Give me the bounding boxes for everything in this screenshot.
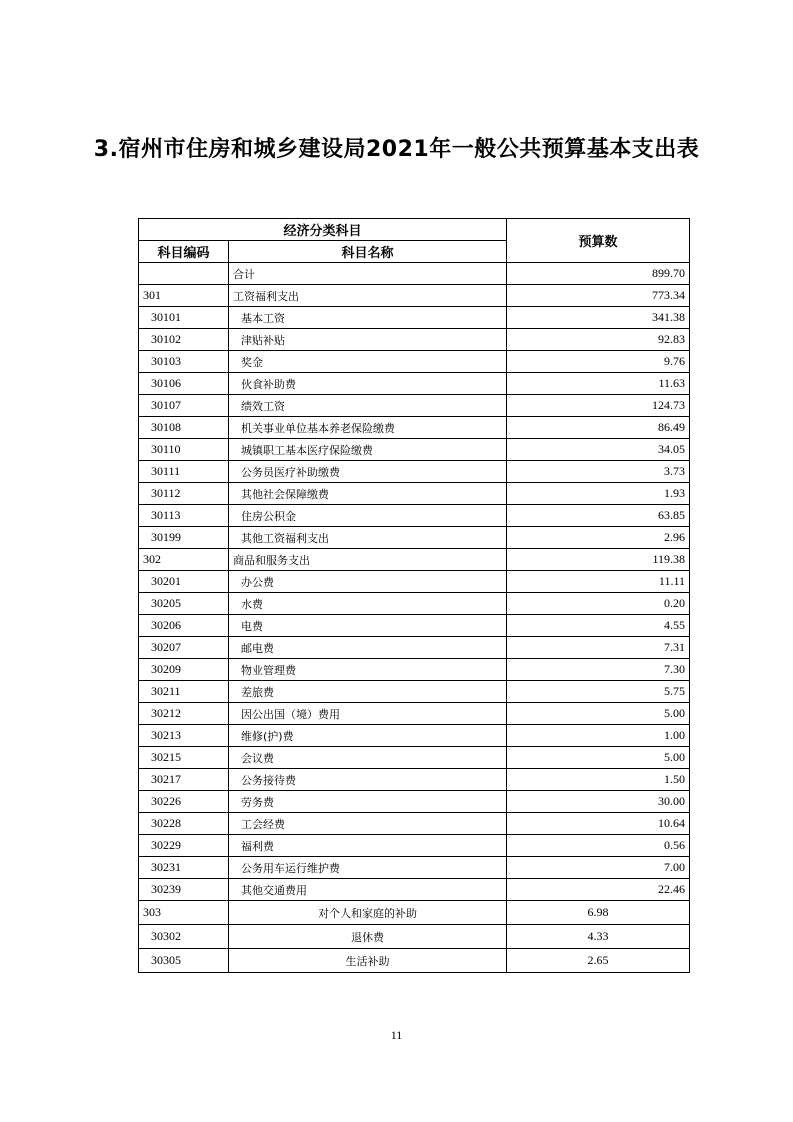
- row-amount: 2.96: [507, 527, 690, 549]
- row-amount: 30.00: [507, 791, 690, 813]
- row-name: 电费: [229, 615, 507, 637]
- row-code: 30199: [139, 527, 229, 549]
- table-row: [139, 659, 690, 681]
- row-code: 30111: [139, 461, 229, 483]
- row-code: 30209: [139, 659, 229, 681]
- table-row: [139, 615, 690, 637]
- header-subject-name: 科目名称: [229, 241, 507, 263]
- row-name: 基本工资: [229, 307, 507, 329]
- row-name: 其他社会保障缴费: [229, 483, 507, 505]
- table-row: [139, 857, 690, 879]
- row-amount: 4.55: [507, 615, 690, 637]
- table-row: [139, 439, 690, 461]
- row-code: 30239: [139, 879, 229, 901]
- row-name: 生活补助: [229, 949, 507, 973]
- table-row: [139, 813, 690, 835]
- row-amount: 7.31: [507, 637, 690, 659]
- row-name: 退休费: [229, 925, 507, 949]
- row-amount: 5.00: [507, 747, 690, 769]
- row-name: 机关事业单位基本养老保险缴费: [229, 417, 507, 439]
- row-name: 邮电费: [229, 637, 507, 659]
- table-row: [139, 725, 690, 747]
- table-row: [139, 925, 690, 949]
- table-row: [139, 505, 690, 527]
- row-code: 30106: [139, 373, 229, 395]
- row-name: 公务接待费: [229, 769, 507, 791]
- table-row: [139, 483, 690, 505]
- row-amount: 1.93: [507, 483, 690, 505]
- table-row: [139, 549, 690, 571]
- table-row: [139, 593, 690, 615]
- row-name: 因公出国（境）费用: [229, 703, 507, 725]
- table-row: [139, 879, 690, 901]
- table-row: [139, 395, 690, 417]
- row-code: 30205: [139, 593, 229, 615]
- row-amount: 5.75: [507, 681, 690, 703]
- row-amount: 0.56: [507, 835, 690, 857]
- table-row: [139, 637, 690, 659]
- row-amount: 2.65: [507, 949, 690, 973]
- row-name: 奖金: [229, 351, 507, 373]
- row-name: 其他交通费用: [229, 879, 507, 901]
- row-code: 30108: [139, 417, 229, 439]
- row-name: 办公费: [229, 571, 507, 593]
- row-code: 30215: [139, 747, 229, 769]
- row-amount: 11.11: [507, 571, 690, 593]
- row-amount: 5.00: [507, 703, 690, 725]
- row-name: 物业管理费: [229, 659, 507, 681]
- row-name: 对个人和家庭的补助: [229, 901, 507, 925]
- row-amount: 1.00: [507, 725, 690, 747]
- page-number: 11: [390, 1028, 403, 1042]
- row-code: 30107: [139, 395, 229, 417]
- table-row: [139, 307, 690, 329]
- header-subject-code: 科目编码: [139, 241, 229, 263]
- row-code: 30207: [139, 637, 229, 659]
- header-budget-amount: 预算数: [507, 219, 690, 263]
- table-row: [139, 769, 690, 791]
- row-name: 津贴补贴: [229, 329, 507, 351]
- row-amount: 3.73: [507, 461, 690, 483]
- row-amount: 11.63: [507, 373, 690, 395]
- row-name: 差旅费: [229, 681, 507, 703]
- table-row: [139, 791, 690, 813]
- table-row: [139, 901, 690, 925]
- row-amount: 22.46: [507, 879, 690, 901]
- row-code: 30112: [139, 483, 229, 505]
- row-code: 30206: [139, 615, 229, 637]
- row-code: 30226: [139, 791, 229, 813]
- row-code: 30103: [139, 351, 229, 373]
- row-amount: 4.33: [507, 925, 690, 949]
- row-code: 303: [139, 901, 229, 925]
- row-code: 30113: [139, 505, 229, 527]
- row-amount: 92.83: [507, 329, 690, 351]
- row-code: 30201: [139, 571, 229, 593]
- header-economic-classification: 经济分类科目: [139, 219, 507, 241]
- budget-table: [138, 218, 690, 973]
- row-amount: 1.50: [507, 769, 690, 791]
- table-row: [139, 681, 690, 703]
- table-row: [139, 285, 690, 307]
- row-amount: 10.64: [507, 813, 690, 835]
- table-row: [139, 527, 690, 549]
- row-name: 伙食补助费: [229, 373, 507, 395]
- row-code: 30213: [139, 725, 229, 747]
- total-amount: 899.70: [507, 263, 690, 285]
- row-name: 水费: [229, 593, 507, 615]
- row-name: 住房公积金: [229, 505, 507, 527]
- row-code: 30101: [139, 307, 229, 329]
- row-code: 30302: [139, 925, 229, 949]
- row-amount: 124.73: [507, 395, 690, 417]
- table-row: [139, 373, 690, 395]
- row-code: 301: [139, 285, 229, 307]
- row-name: 公务员医疗补助缴费: [229, 461, 507, 483]
- row-name: 绩效工资: [229, 395, 507, 417]
- row-amount: 63.85: [507, 505, 690, 527]
- row-amount: 7.30: [507, 659, 690, 681]
- table-row: [139, 571, 690, 593]
- row-code: 30228: [139, 813, 229, 835]
- row-amount: 0.20: [507, 593, 690, 615]
- total-label: 合计: [229, 263, 507, 285]
- row-name: 工会经费: [229, 813, 507, 835]
- row-amount: 6.98: [507, 901, 690, 925]
- row-name: 福利费: [229, 835, 507, 857]
- table-body: [139, 263, 690, 973]
- table-row: [139, 747, 690, 769]
- row-name: 公务用车运行维护费: [229, 857, 507, 879]
- row-amount: 86.49: [507, 417, 690, 439]
- row-code: 30229: [139, 835, 229, 857]
- row-name: 劳务费: [229, 791, 507, 813]
- row-code: 30110: [139, 439, 229, 461]
- row-name: 其他工资福利支出: [229, 527, 507, 549]
- table-row: [139, 949, 690, 973]
- table-row: [139, 461, 690, 483]
- row-amount: 7.00: [507, 857, 690, 879]
- row-amount: 9.76: [507, 351, 690, 373]
- row-amount: 773.34: [507, 285, 690, 307]
- row-code: 30217: [139, 769, 229, 791]
- row-name: 会议费: [229, 747, 507, 769]
- row-code: 30231: [139, 857, 229, 879]
- row-code: 30102: [139, 329, 229, 351]
- total-code: [139, 263, 229, 285]
- table-row: [139, 417, 690, 439]
- row-name: 工资福利支出: [229, 285, 507, 307]
- table-row: [139, 835, 690, 857]
- row-code: 30211: [139, 681, 229, 703]
- table-row: [139, 329, 690, 351]
- row-name: 维修(护)费: [229, 725, 507, 747]
- row-code: 30212: [139, 703, 229, 725]
- total-row: [139, 263, 690, 285]
- table-row: [139, 351, 690, 373]
- page-title: 3.宿州市住房和城乡建设局2021年一般公共预算基本支出表: [93, 137, 700, 162]
- row-name: 商品和服务支出: [229, 549, 507, 571]
- table-row: [139, 703, 690, 725]
- row-code: 302: [139, 549, 229, 571]
- row-amount: 34.05: [507, 439, 690, 461]
- row-name: 城镇职工基本医疗保险缴费: [229, 439, 507, 461]
- row-amount: 341.38: [507, 307, 690, 329]
- row-amount: 119.38: [507, 549, 690, 571]
- row-code: 30305: [139, 949, 229, 973]
